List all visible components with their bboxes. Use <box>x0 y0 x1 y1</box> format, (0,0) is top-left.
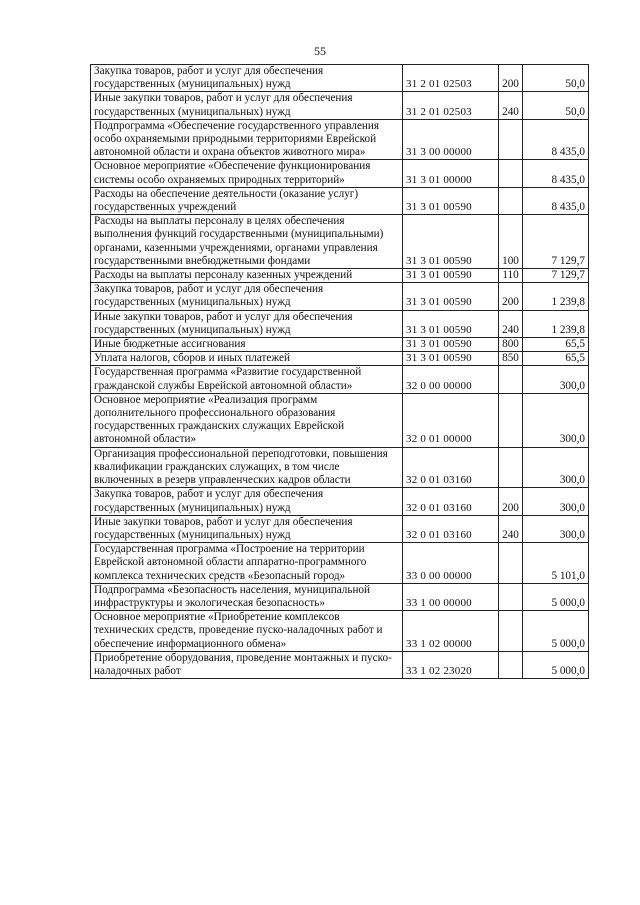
row-expense-type-cell: 240 <box>499 92 523 119</box>
row-amount-cell: 50,0 <box>523 92 589 119</box>
row-code-cell: 33 1 02 23020 <box>403 651 499 678</box>
row-amount-cell: 5 101,0 <box>523 543 589 584</box>
row-amount-cell: 65,5 <box>523 338 589 352</box>
table-row <box>91 160 589 187</box>
row-expense-type-cell <box>499 611 523 652</box>
row-expense-type-cell: 800 <box>499 338 523 352</box>
row-name-cell: Подпрограмма «Безопасность населения, муниципальной инфраструктуры и экологическая безопасность» <box>91 583 403 610</box>
table-row <box>91 187 589 214</box>
row-code-cell: 32 0 00 00000 <box>403 366 499 393</box>
table-row <box>91 366 589 393</box>
row-amount-cell: 50,0 <box>523 65 589 92</box>
row-code-cell: 33 1 00 00000 <box>403 583 499 610</box>
row-name-cell: Приобретение оборудования, проведение монтажных и пуско-наладочных работ <box>91 651 403 678</box>
row-code-cell: 31 3 01 00000 <box>403 160 499 187</box>
table-row <box>91 488 589 515</box>
row-code-cell: 31 3 01 00590 <box>403 215 499 269</box>
table-row <box>91 393 589 447</box>
table-row <box>91 215 589 269</box>
row-amount-cell: 5 000,0 <box>523 583 589 610</box>
row-name-cell: Иные бюджетные ассигнования <box>91 338 403 352</box>
row-expense-type-cell: 850 <box>499 352 523 366</box>
row-expense-type-cell <box>499 393 523 447</box>
row-amount-cell: 8 435,0 <box>523 187 589 214</box>
row-amount-cell: 300,0 <box>523 393 589 447</box>
row-code-cell: 32 0 01 03160 <box>403 515 499 542</box>
row-code-cell: 31 3 01 00590 <box>403 352 499 366</box>
row-amount-cell: 300,0 <box>523 447 589 488</box>
row-code-cell: 31 3 01 00590 <box>403 283 499 310</box>
row-amount-cell: 300,0 <box>523 515 589 542</box>
row-expense-type-cell: 100 <box>499 215 523 269</box>
row-expense-type-cell <box>499 366 523 393</box>
row-expense-type-cell: 200 <box>499 488 523 515</box>
table-row <box>91 119 589 160</box>
row-name-cell: Закупка товаров, работ и услуг для обеспечения государственных (муниципальных) нужд <box>91 488 403 515</box>
row-name-cell: Основное мероприятие «Обеспечение функционирования системы особо охраняемых природных территорий» <box>91 160 403 187</box>
row-amount-cell: 7 129,7 <box>523 215 589 269</box>
row-name-cell: Уплата налогов, сборов и иных платежей <box>91 352 403 366</box>
row-name-cell: Расходы на обеспечение деятельности (оказание услуг) государственных учреждений <box>91 187 403 214</box>
row-name-cell: Государственная программа «Развитие государственной гражданской службы Еврейской автономной области» <box>91 366 403 393</box>
row-amount-cell: 5 000,0 <box>523 611 589 652</box>
row-amount-cell: 300,0 <box>523 488 589 515</box>
row-name-cell: Иные закупки товаров, работ и услуг для обеспечения государственных (муниципальных) нужд <box>91 310 403 337</box>
row-code-cell: 33 1 02 00000 <box>403 611 499 652</box>
table-row <box>91 310 589 337</box>
table-row <box>91 65 589 92</box>
row-name-cell: Закупка товаров, работ и услуг для обеспечения государственных (муниципальных) нужд <box>91 65 403 92</box>
table-row <box>91 515 589 542</box>
row-code-cell: 31 3 01 00590 <box>403 187 499 214</box>
row-code-cell: 33 0 00 00000 <box>403 543 499 584</box>
row-amount-cell: 7 129,7 <box>523 269 589 283</box>
row-code-cell: 31 3 01 00590 <box>403 310 499 337</box>
table-row <box>91 283 589 310</box>
row-code-cell: 31 3 00 00000 <box>403 119 499 160</box>
row-name-cell: Организация профессиональной переподготовки, повышения квалификации гражданских служащих, в том числе включенных в резерв управленческих кадров области <box>91 447 403 488</box>
row-name-cell: Расходы на выплаты персоналу казенных учреждений <box>91 269 403 283</box>
row-amount-cell: 8 435,0 <box>523 119 589 160</box>
budget-table <box>90 64 589 679</box>
table-row <box>91 338 589 352</box>
row-code-cell: 31 3 01 00590 <box>403 338 499 352</box>
row-expense-type-cell <box>499 160 523 187</box>
row-amount-cell: 65,5 <box>523 352 589 366</box>
row-code-cell: 31 2 01 02503 <box>403 65 499 92</box>
table-row <box>91 543 589 584</box>
row-expense-type-cell <box>499 583 523 610</box>
table-row <box>91 352 589 366</box>
row-amount-cell: 300,0 <box>523 366 589 393</box>
row-expense-type-cell: 200 <box>499 283 523 310</box>
row-name-cell: Основное мероприятие «Приобретение комплексов технических средств, проведение пуско-наладочных работ и обеспечение информационного обмена» <box>91 611 403 652</box>
row-amount-cell: 1 239,8 <box>523 310 589 337</box>
row-expense-type-cell <box>499 119 523 160</box>
table-row <box>91 611 589 652</box>
row-code-cell: 31 3 01 00590 <box>403 269 499 283</box>
row-code-cell: 32 0 01 00000 <box>403 393 499 447</box>
row-amount-cell: 8 435,0 <box>523 160 589 187</box>
budget-table-body <box>91 65 589 679</box>
row-code-cell: 31 2 01 02503 <box>403 92 499 119</box>
row-expense-type-cell: 240 <box>499 310 523 337</box>
row-name-cell: Государственная программа «Построение на территории Еврейской автономной области аппаратно-программного комплекса технических средств «Безопасный город» <box>91 543 403 584</box>
table-row <box>91 583 589 610</box>
row-name-cell: Расходы на выплаты персоналу в целях обеспечения выполнения функций государственными (муниципальными) органами, казенными учреждениями, органами управления государственными внебюджетными фондами <box>91 215 403 269</box>
row-code-cell: 32 0 01 03160 <box>403 488 499 515</box>
table-row <box>91 651 589 678</box>
table-row <box>91 447 589 488</box>
row-name-cell: Иные закупки товаров, работ и услуг для обеспечения государственных (муниципальных) нужд <box>91 92 403 119</box>
row-expense-type-cell: 110 <box>499 269 523 283</box>
row-amount-cell: 5 000,0 <box>523 651 589 678</box>
row-name-cell: Иные закупки товаров, работ и услуг для обеспечения государственных (муниципальных) нужд <box>91 515 403 542</box>
page-number: 55 <box>314 44 326 58</box>
row-expense-type-cell: 240 <box>499 515 523 542</box>
row-expense-type-cell <box>499 543 523 584</box>
row-amount-cell: 1 239,8 <box>523 283 589 310</box>
row-code-cell: 32 0 01 03160 <box>403 447 499 488</box>
table-row <box>91 269 589 283</box>
row-expense-type-cell <box>499 651 523 678</box>
row-name-cell: Основное мероприятие «Реализация программ дополнительного профессионального образования государственных гражданских служащих Еврейской автономной области» <box>91 393 403 447</box>
row-expense-type-cell: 200 <box>499 65 523 92</box>
table-row <box>91 92 589 119</box>
row-expense-type-cell <box>499 447 523 488</box>
row-expense-type-cell <box>499 187 523 214</box>
row-name-cell: Закупка товаров, работ и услуг для обеспечения государственных (муниципальных) нужд <box>91 283 403 310</box>
row-name-cell: Подпрограмма «Обеспечение государственного управления особо охраняемыми природными территориями Еврейской автономной области и охрана объектов животного мира» <box>91 119 403 160</box>
